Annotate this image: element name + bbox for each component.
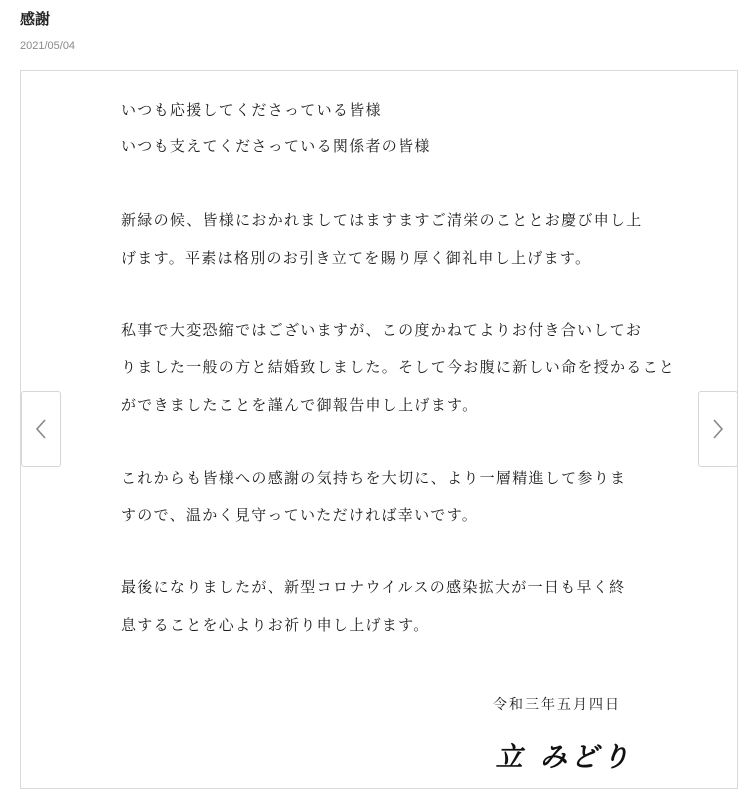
letter-line: 新緑の候、皆様におかれましてはますますご清栄のこととお慶び申し上 (121, 211, 643, 229)
chevron-left-icon (34, 418, 48, 440)
previous-image-button[interactable] (21, 391, 61, 467)
post-date: 2021/05/04 (20, 40, 76, 52)
chevron-right-icon (711, 418, 725, 440)
letter-line: げます。平素は格別のお引き立てを賜り厚く御礼申し上げます。 (121, 249, 592, 267)
letter-line: すので、温かく見守っていただければ幸いです。 (121, 506, 479, 524)
image-viewer (20, 70, 738, 789)
letter-line: 最後になりましたが、新型コロナウイルスの感染拡大が一日も早く終 (121, 578, 626, 596)
letter-line: これからも皆様への感謝の気持ちを大切に、より一層精進して参りま (121, 469, 627, 487)
letter-image (121, 71, 676, 788)
letter-line: ができましたことを謹んで御報告申し上げます。 (121, 396, 479, 414)
letter-line: 息することを心よりお祈り申し上げます。 (121, 616, 430, 634)
post-title: 感謝 (20, 10, 51, 28)
letter-line: りました一般の方と結婚致しました。そして今お腹に新しい命を授かること (121, 358, 676, 376)
letter-date: 令和三年五月四日 (493, 697, 621, 713)
signature: 立 みどり (495, 742, 633, 773)
letter-line: いつも支えてくださっている関係者の皆様 (121, 137, 431, 155)
next-image-button[interactable] (698, 391, 738, 467)
letter-line: いつも応援してくださっている皆様 (121, 101, 382, 119)
letter-line: 私事で大変恐縮ではございますが、この度かねてよりお付き合いしてお (121, 321, 643, 339)
